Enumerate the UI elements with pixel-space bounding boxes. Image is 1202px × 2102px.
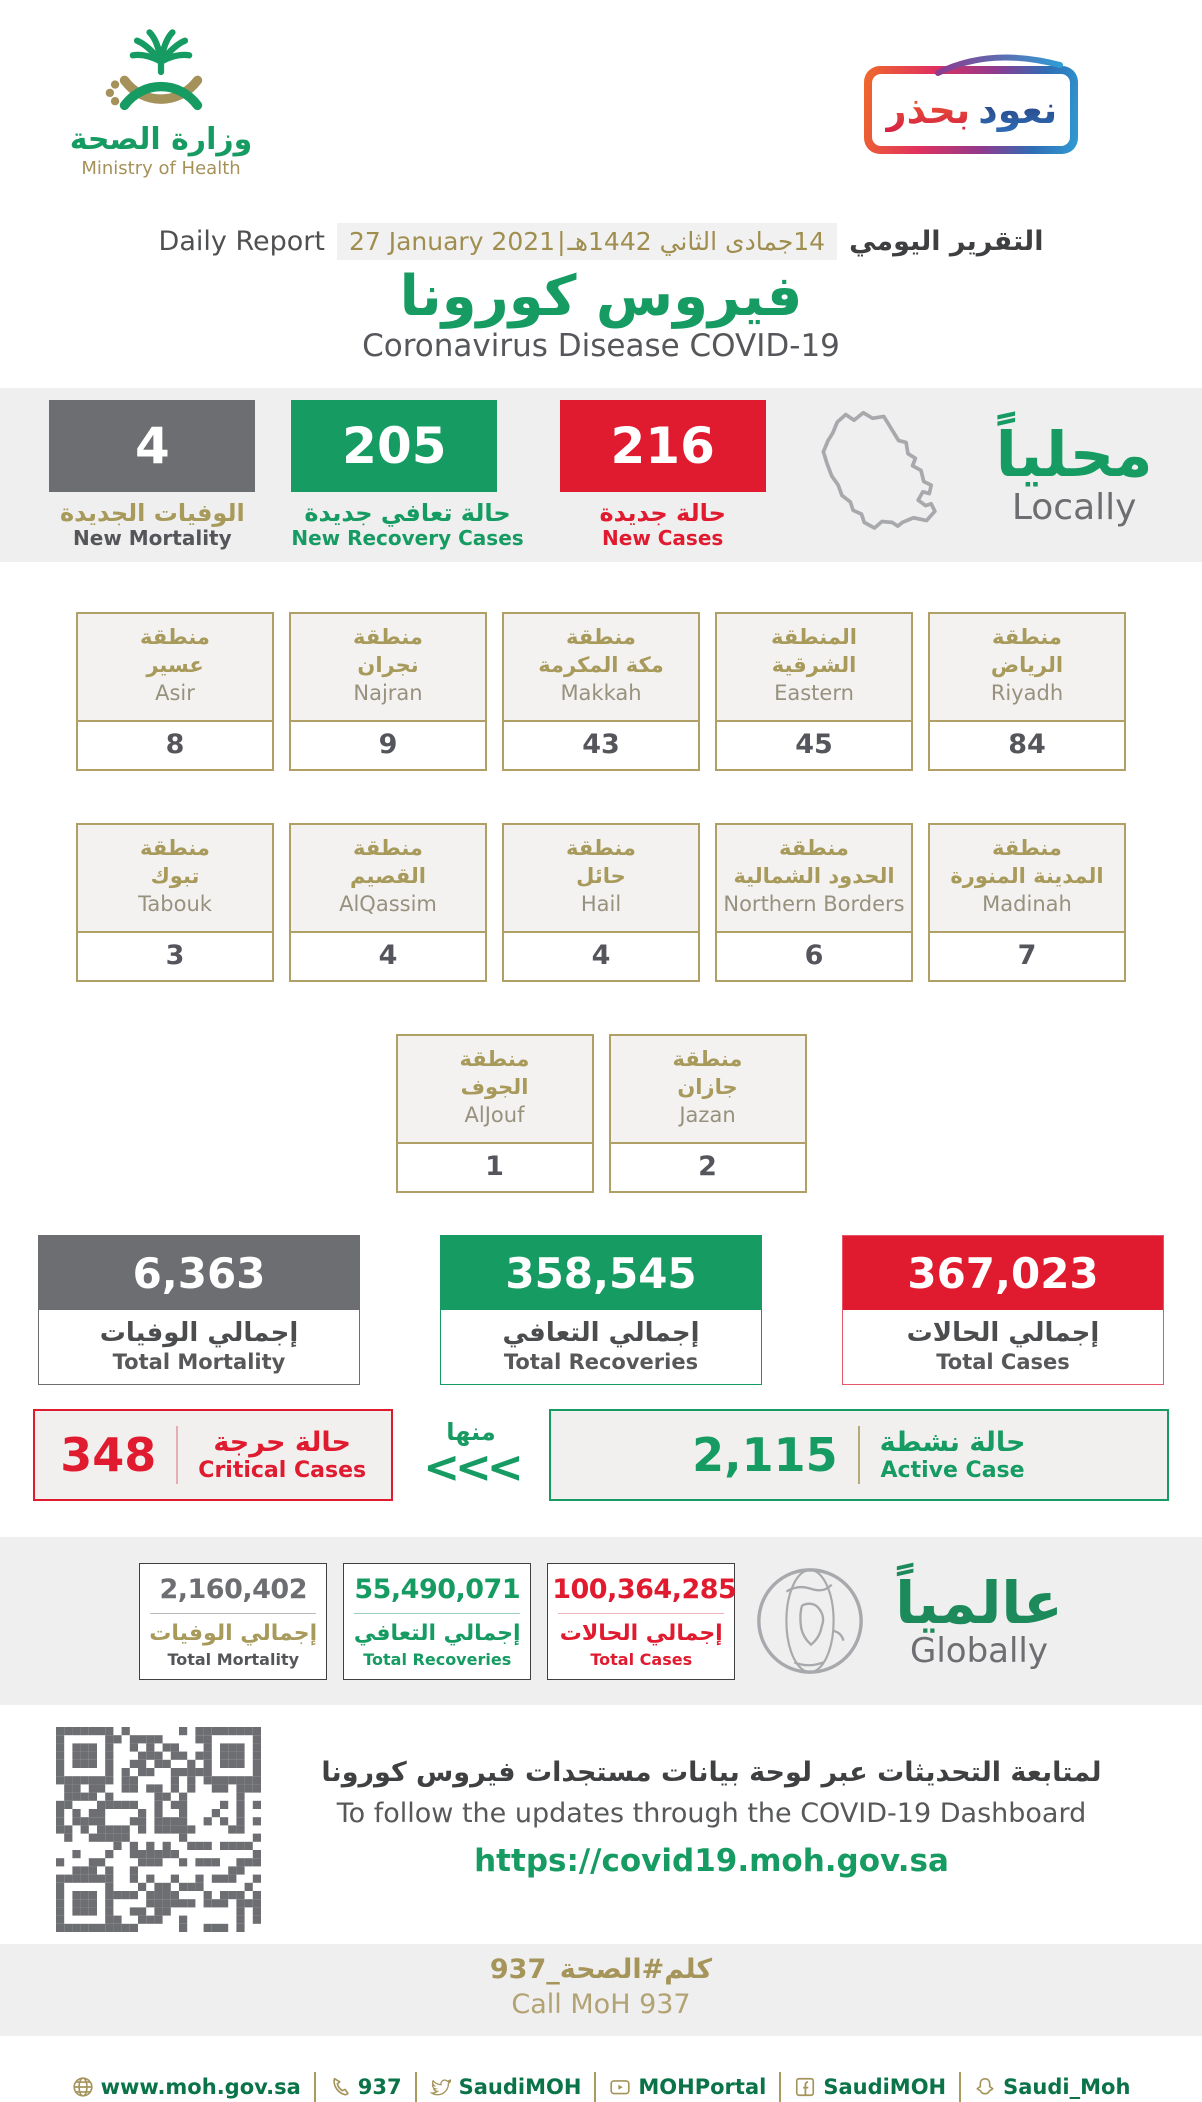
total-cases-box: [842, 1235, 1164, 1385]
badge-word-2: بحذر: [884, 88, 971, 132]
daily-report-label-ar: التقرير اليومي: [849, 225, 1044, 257]
divider: [558, 1613, 724, 1614]
global-cases-box: [547, 1563, 735, 1680]
region-name-ar: منطقة: [779, 836, 849, 861]
critical-cases-label-ar: حالة حرجة: [213, 1427, 351, 1459]
region-card-eastern: المنطقة الشرقية Eastern 45: [715, 612, 913, 771]
footer-youtube-link[interactable]: MOHPortal: [609, 2075, 766, 2099]
total-recoveries-label-ar: إجمالي التعافي: [502, 1318, 700, 1349]
new-mortality-label-en: New Mortality: [73, 526, 232, 551]
regions-row-3: [0, 1034, 1202, 1193]
new-mortality-value: 4: [49, 400, 255, 492]
locally-heading: [995, 418, 1153, 529]
total-cases-label-ar: إجمالي الحالات: [906, 1318, 1100, 1349]
region-name-ar: منطقة: [566, 836, 636, 861]
footer-twitter-link[interactable]: SaudiMOH: [430, 2075, 582, 2099]
region-name-en: Najran: [353, 680, 423, 705]
new-recoveries-label-en: New Recovery Cases: [291, 526, 524, 551]
region-name-ar: منطقة: [140, 836, 210, 861]
header: [0, 0, 1202, 179]
new-mortality-stat: [49, 400, 255, 550]
region-name-ar: منطقة: [459, 1047, 530, 1072]
region-card-asir: منطقة عسير Asir 8: [76, 612, 274, 771]
dashboard-section: [0, 1727, 1202, 1932]
region-name-en: Tabouk: [138, 891, 212, 916]
new-cases-stat: [560, 400, 766, 550]
globe-icon: [751, 1562, 869, 1680]
moh-palm-swords-icon: [76, 24, 246, 120]
critical-cases-label-en: Critical Cases: [198, 1458, 367, 1484]
region-name-ar: منطقة: [140, 625, 210, 650]
call-moh-band: [0, 1944, 1202, 2036]
total-recoveries-box: [440, 1235, 762, 1385]
date-separator: |: [557, 226, 566, 256]
total-recoveries-label-en: Total Recoveries: [503, 1350, 699, 1375]
critical-cases-value: 348: [60, 1428, 157, 1483]
snapchat-icon: [974, 2076, 996, 2098]
region-name-en: AlJouf: [464, 1102, 525, 1127]
region-name-ar: منطقة: [672, 1047, 743, 1072]
new-mortality-label-ar: الوفيات الجديدة: [59, 499, 245, 528]
divider: [959, 2072, 961, 2102]
divider: [858, 1426, 860, 1484]
region-name-en: Jazan: [679, 1102, 736, 1127]
region-value: 84: [1008, 729, 1046, 761]
regions-row-1: [0, 612, 1202, 771]
region-value: 6: [804, 940, 824, 972]
of-which-label-ar: منها: [446, 1418, 496, 1447]
divider: [150, 1613, 316, 1614]
region-name-en: Makkah: [560, 680, 642, 705]
moh-logo-title-en: Ministry of Health: [81, 157, 241, 179]
region-value: 3: [165, 940, 185, 972]
total-mortality-value: 6,363: [39, 1236, 359, 1310]
dashboard-note-ar: لمتابعة التحديثات عبر لوحة بيانات مستجدات فيروس كورونا: [321, 1757, 1102, 1789]
region-value: 1: [485, 1151, 504, 1183]
new-recoveries-value: 205: [291, 400, 497, 492]
local-totals-row: [0, 1235, 1202, 1385]
global-recoveries-box: [343, 1563, 531, 1680]
region-name-ar: المنطقة: [770, 625, 858, 650]
active-cases-label-ar: حالة نشطة: [879, 1427, 1026, 1459]
region-card-alqassim: منطقة القصيم AlQassim 4: [289, 823, 487, 982]
active-cases-label-en: Active Case: [880, 1458, 1025, 1484]
region-card-madinah: منطقة المدينة المنورة Madinah 7: [928, 823, 1126, 982]
region-card-makkah: منطقة مكة المكرمة Makkah 43: [502, 612, 700, 771]
region-card-northern-borders: منطقة الحدود الشمالية Northern Borders 6: [715, 823, 913, 982]
report-date-row: [0, 223, 1202, 260]
divider: [354, 1613, 520, 1614]
moh-logo-title-ar: وزارة الصحة: [69, 122, 253, 157]
daily-report-label-en: Daily Report: [158, 225, 325, 257]
region-card-najran: منطقة نجران Najran 9: [289, 612, 487, 771]
global-mortality-label-en: Total Mortality: [167, 1649, 300, 1669]
twitter-icon: [430, 2076, 452, 2098]
locally-section: [0, 388, 1202, 562]
date-hijri: 14جمادى الثاني 1442هـ: [567, 226, 826, 256]
global-mortality-box: [139, 1563, 327, 1680]
region-card-jazan: منطقة جازان Jazan 2: [609, 1034, 807, 1193]
footer-snapchat-link[interactable]: Saudi_Moh: [974, 2075, 1130, 2099]
total-mortality-label-en: Total Mortality: [112, 1350, 286, 1375]
page-title-en: Coronavirus Disease COVID-19: [362, 328, 840, 365]
chevrons-left-icon: <<<: [423, 1442, 519, 1494]
active-cases-value: 2,115: [692, 1428, 838, 1483]
region-card-hail: منطقة حائل Hail 4: [502, 823, 700, 982]
dashboard-url-link[interactable]: https://covid19.moh.gov.sa: [474, 1843, 949, 1880]
saudi-map-icon: [802, 405, 960, 545]
region-value: 4: [378, 940, 398, 972]
divider: [314, 2072, 316, 2102]
region-value: 7: [1017, 940, 1037, 972]
region-name-en: Asir: [155, 680, 195, 705]
critical-cases-box: [33, 1409, 393, 1501]
region-value: 8: [165, 729, 185, 761]
region-card-aljouf: منطقة الجوف AlJouf 1: [396, 1034, 594, 1193]
regions-grid: [0, 612, 1202, 1193]
return-with-caution-badge: [864, 66, 1078, 154]
global-cases-label-en: Total Cases: [590, 1649, 693, 1669]
region-value: 4: [591, 940, 611, 972]
divider: [594, 2072, 596, 2102]
region-value: 9: [378, 729, 398, 761]
divider: [779, 2072, 781, 2102]
global-mortality-value: 2,160,402: [159, 1573, 307, 1605]
region-card-tabouk: منطقة تبوك Tabouk 3: [76, 823, 274, 982]
region-name-en: Northern Borders: [723, 891, 905, 916]
region-value: 2: [698, 1151, 717, 1183]
region-name-ar: منطقة: [992, 625, 1062, 650]
locally-heading-en: Locally: [1011, 487, 1137, 529]
footer-facebook-link[interactable]: SaudiMOH: [794, 2075, 946, 2099]
page-title-ar: فيروس كورونا: [399, 263, 803, 329]
region-value: 45: [795, 729, 833, 761]
region-name-en: Madinah: [982, 891, 1072, 916]
globally-heading: [895, 1569, 1063, 1672]
globally-heading-en: Globally: [909, 1631, 1048, 1672]
call-moh-hashtag-ar: كلم#الصحة_937: [489, 1954, 713, 1986]
region-name-en: Hail: [580, 891, 622, 916]
date-gregorian: 27 January 2021: [348, 226, 556, 256]
badge-word-1: نعود: [978, 88, 1058, 132]
region-name-ar: منطقة: [992, 836, 1062, 861]
qr-code: [56, 1727, 261, 1932]
total-mortality-label-ar: إجمالي الوفيات: [99, 1318, 299, 1349]
total-cases-value: 367,023: [843, 1236, 1163, 1310]
critical-active-row: [0, 1409, 1202, 1501]
region-name-ar: منطقة: [353, 836, 423, 861]
locally-heading-ar: محلياً: [995, 418, 1153, 492]
footer-contact-bar: [0, 2072, 1202, 2102]
global-recoveries-value: 55,490,071: [354, 1573, 521, 1605]
new-cases-label-ar: حالة جديدة: [599, 499, 726, 528]
total-cases-label-en: Total Cases: [936, 1350, 1070, 1375]
new-cases-value: 216: [560, 400, 766, 492]
new-recoveries-stat: [291, 400, 523, 550]
global-recoveries-label-en: Total Recoveries: [363, 1649, 512, 1669]
region-name-en: AlQassim: [339, 891, 437, 916]
moh-logo: [46, 24, 276, 179]
global-cases-label-ar: إجمالي الحالات: [559, 1620, 723, 1646]
region-name-en: Riyadh: [990, 680, 1064, 705]
globally-section: [0, 1537, 1202, 1705]
divider: [415, 2072, 417, 2102]
new-cases-label-en: New Cases: [602, 526, 724, 551]
youtube-icon: [609, 2076, 631, 2098]
total-recoveries-value: 358,545: [441, 1236, 761, 1310]
divider: [176, 1426, 178, 1484]
new-recoveries-label-ar: حالة تعافي جديدة: [304, 499, 511, 528]
report-date-box: [337, 223, 837, 260]
globally-heading-ar: عالمياً: [895, 1569, 1063, 1638]
region-card-riyadh: منطقة الرياض Riyadh 84: [928, 612, 1126, 771]
footer-website-link[interactable]: www.moh.gov.sa: [72, 2075, 301, 2099]
footer-phone-link[interactable]: 937: [329, 2075, 402, 2099]
total-mortality-box: [38, 1235, 360, 1385]
globe-icon: [72, 2076, 94, 2098]
dashboard-note-en: To follow the updates through the COVID-19 Dashboard: [336, 1798, 1087, 1830]
region-value: 43: [582, 729, 620, 761]
call-moh-label-en: Call MoH 937: [511, 1989, 691, 2021]
of-which-indicator: [423, 1418, 519, 1494]
region-name-ar: منطقة: [566, 625, 636, 650]
global-cases-value: 100,364,285: [552, 1573, 737, 1605]
facebook-icon: [794, 2076, 816, 2098]
global-recoveries-label-ar: إجمالي التعافي: [353, 1620, 521, 1646]
global-mortality-label-ar: إجمالي الوفيات: [149, 1620, 318, 1646]
badge-text: [872, 74, 1070, 146]
phone-icon: [329, 2076, 351, 2098]
regions-row-2: [0, 823, 1202, 982]
region-name-ar: منطقة: [353, 625, 423, 650]
badge-swoosh-icon: [934, 51, 1064, 77]
active-cases-box: [549, 1409, 1169, 1501]
region-name-en: Eastern: [774, 680, 854, 705]
